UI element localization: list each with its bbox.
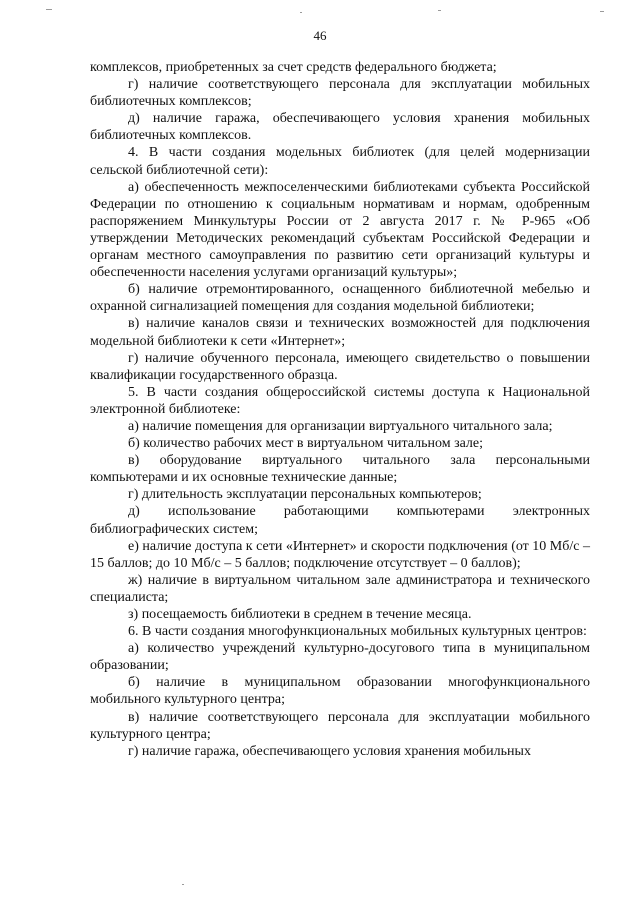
paragraph: ж) наличие в виртуальном читальном зале администратора и технического специалиста;	[90, 572, 590, 605]
scan-speck	[182, 884, 184, 885]
paragraph: а) наличие помещения для организации виртуального читального зала;	[128, 418, 553, 434]
section-heading-paragraph: 5. В части создания общероссийской системы доступа к Национальной электронной библиотеке:	[90, 384, 590, 417]
paragraph: в) наличие каналов связи и технических возможностей для подключения модельной библиотеки к сети «Интернет»;	[90, 316, 590, 349]
paragraph: д) наличие гаража, обеспечивающего условия хранения мобильных библиотечных комплексов.	[90, 111, 590, 144]
section-heading-paragraph: 6. В части создания многофункциональных мобильных культурных центров:	[128, 624, 587, 640]
paragraph: б) наличие в муниципальном образовании многофункционального мобильного культурного центра;	[90, 675, 590, 708]
paragraph: г) наличие гаража, обеспечивающего условия хранения мобильных	[128, 743, 531, 759]
paragraph: а) обеспеченность межпоселенческими библиотеками субъекта Российской Федерации по отношению к социальным нормативам и нормам, одобренным распоряжением Минкультуры России от 2 августа 2017 г. № Р-965 «Об утверждении Методических рекомендаций субъектам Российской Федерации и органам местного самоуправления по развитию сети организаций культуры и обеспеченности населения услугами организаций культуры»;	[90, 179, 590, 281]
paragraph: б) наличие отремонтированного, оснащенного библиотечной мебелью и охранной сигнализацией помещения для создания модельной библиотеки;	[90, 282, 590, 315]
paragraph: в) наличие соответствующего персонала для эксплуатации мобильного культурного центра;	[90, 709, 590, 742]
page-number: 46	[313, 28, 327, 43]
paragraph: б) количество рабочих мест в виртуальном читальном зале;	[128, 436, 484, 452]
paragraph: е) наличие доступа к сети «Интернет» и скорости подключения (от 10 Мб/с – 15 баллов; до 10 Мб/с – 5 баллов; подключение отсутствует – 0 баллов);	[90, 538, 590, 571]
section-heading-paragraph: 4. В части создания модельных библиотек (для целей модернизации сельской библиотечной сети):	[90, 145, 590, 178]
scan-speck	[438, 10, 441, 11]
scan-speck	[46, 9, 52, 10]
paragraph: з) посещаемость библиотеки в среднем в течение месяца.	[128, 607, 472, 622]
scan-speck	[300, 12, 302, 13]
paragraph: г) наличие обученного персонала, имеющего свидетельство о повышении квалификации государственного образца.	[90, 350, 590, 383]
document-body	[90, 59, 590, 760]
paragraph: г) длительность эксплуатации персональных компьютеров;	[128, 487, 482, 503]
paragraph: в) оборудование виртуального читального зала персональными компьютерами и их основные технические данные;	[90, 453, 590, 486]
paragraph: комплексов, приобретенных за счет средств федерального бюджета;	[90, 60, 497, 75]
paragraph: г) наличие соответствующего персонала для эксплуатации мобильных библиотечных комплексов;	[90, 77, 590, 110]
scan-speck	[600, 11, 604, 12]
paragraph: а) количество учреждений культурно-досугового типа в муниципальном образовании;	[90, 641, 590, 674]
paragraph: д) использование работающими компьютерами электронных библиографических систем;	[90, 504, 590, 537]
